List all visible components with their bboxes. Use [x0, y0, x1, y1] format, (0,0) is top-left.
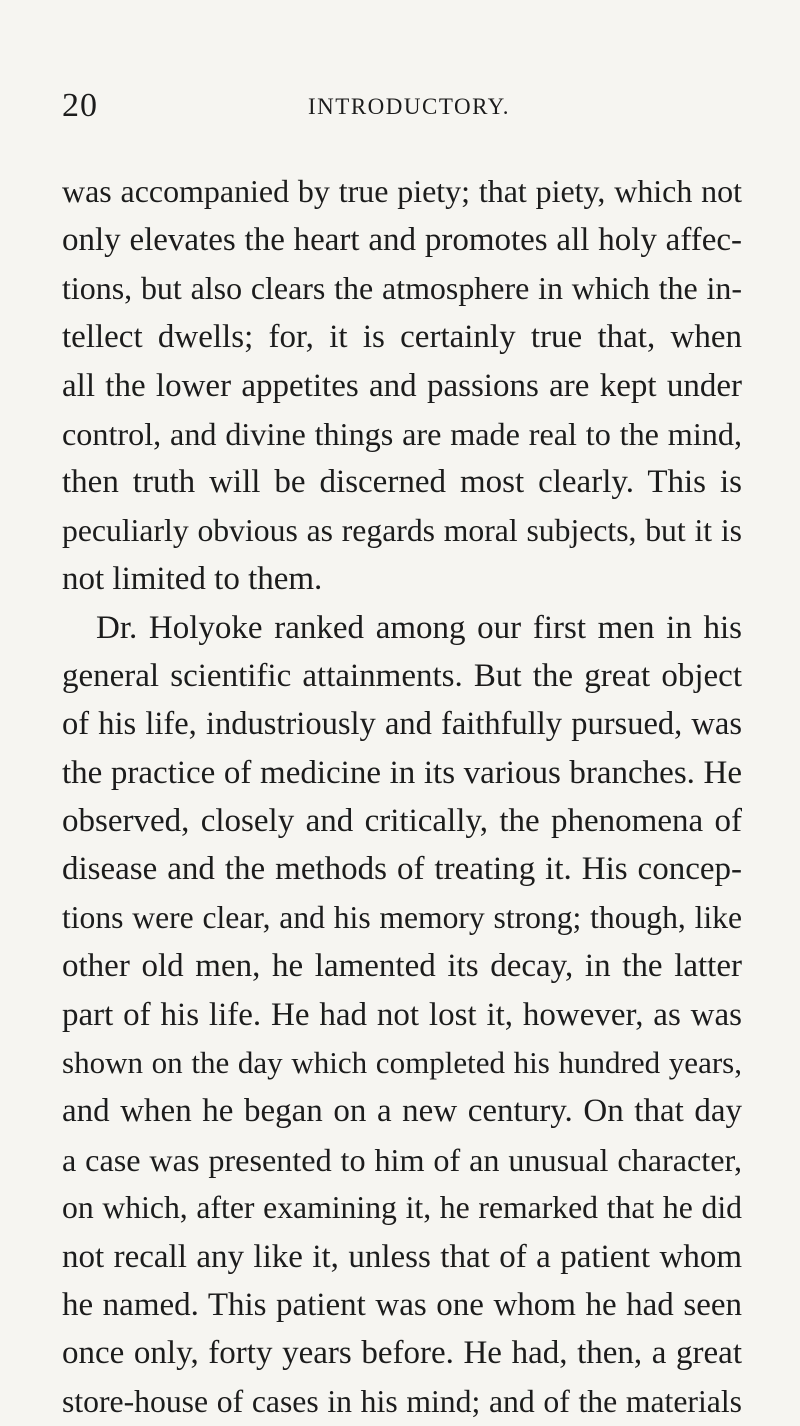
- text-line: tellect dwells; for, it is certainly true that, when: [62, 319, 742, 356]
- text-line: of his life, industriously and faithfully pursued, was: [62, 706, 742, 743]
- body-text: [62, 168, 742, 1426]
- text-line: part of his life. He had not lost it, however, as was: [62, 996, 742, 1033]
- running-head: INTRODUCTORY.: [308, 94, 511, 119]
- text-line: only elevates the heart and promotes all holy affec-: [62, 222, 742, 259]
- text-line: was accompanied by true piety; that piety, which not: [62, 174, 742, 209]
- text-line-paragraph-start: Dr. Holyoke ranked among our first men in his: [96, 609, 742, 646]
- text-line: general scientific attainments. But the great object: [62, 657, 742, 694]
- text-line: disease and the methods of treating it. His concep-: [62, 851, 742, 888]
- text-line: on which, after examining it, he remarked that he did: [62, 1190, 742, 1226]
- text-line: and when he began on a new century. On that day: [62, 1093, 742, 1130]
- text-line: not recall any like it, unless that of a patient whom: [62, 1238, 742, 1275]
- page-header: [62, 86, 742, 126]
- page-number: 20: [62, 87, 98, 124]
- text-line: peculiarly obvious as regards moral subjects, but it is: [62, 512, 742, 548]
- text-line: tions, but also clears the atmosphere in which the in-: [62, 270, 742, 306]
- text-line: tions were clear, and his memory strong; though, like: [62, 899, 742, 935]
- text-line: a case was presented to him of an unusual character,: [62, 1141, 742, 1178]
- text-line: observed, closely and critically, the phenomena of: [62, 803, 742, 840]
- text-line: shown on the day which completed his hundred years,: [62, 1045, 742, 1081]
- text-line: store-house of cases in his mind; and of the materials: [62, 1383, 742, 1419]
- text-line: control, and divine things are made real to the mind,: [62, 415, 742, 452]
- text-line-paragraph-end: not limited to them.: [62, 561, 323, 598]
- text-line: he named. This patient was one whom he had seen: [62, 1286, 742, 1323]
- text-line: the practice of medicine in its various branches. He: [62, 754, 742, 791]
- text-line: once only, forty years before. He had, then, a great: [62, 1335, 742, 1372]
- text-line: then truth will be discerned most clearly. This is: [62, 464, 742, 501]
- text-line: all the lower appetites and passions are kept under: [62, 367, 742, 404]
- text-line: other old men, he lamented its decay, in the latter: [62, 948, 742, 985]
